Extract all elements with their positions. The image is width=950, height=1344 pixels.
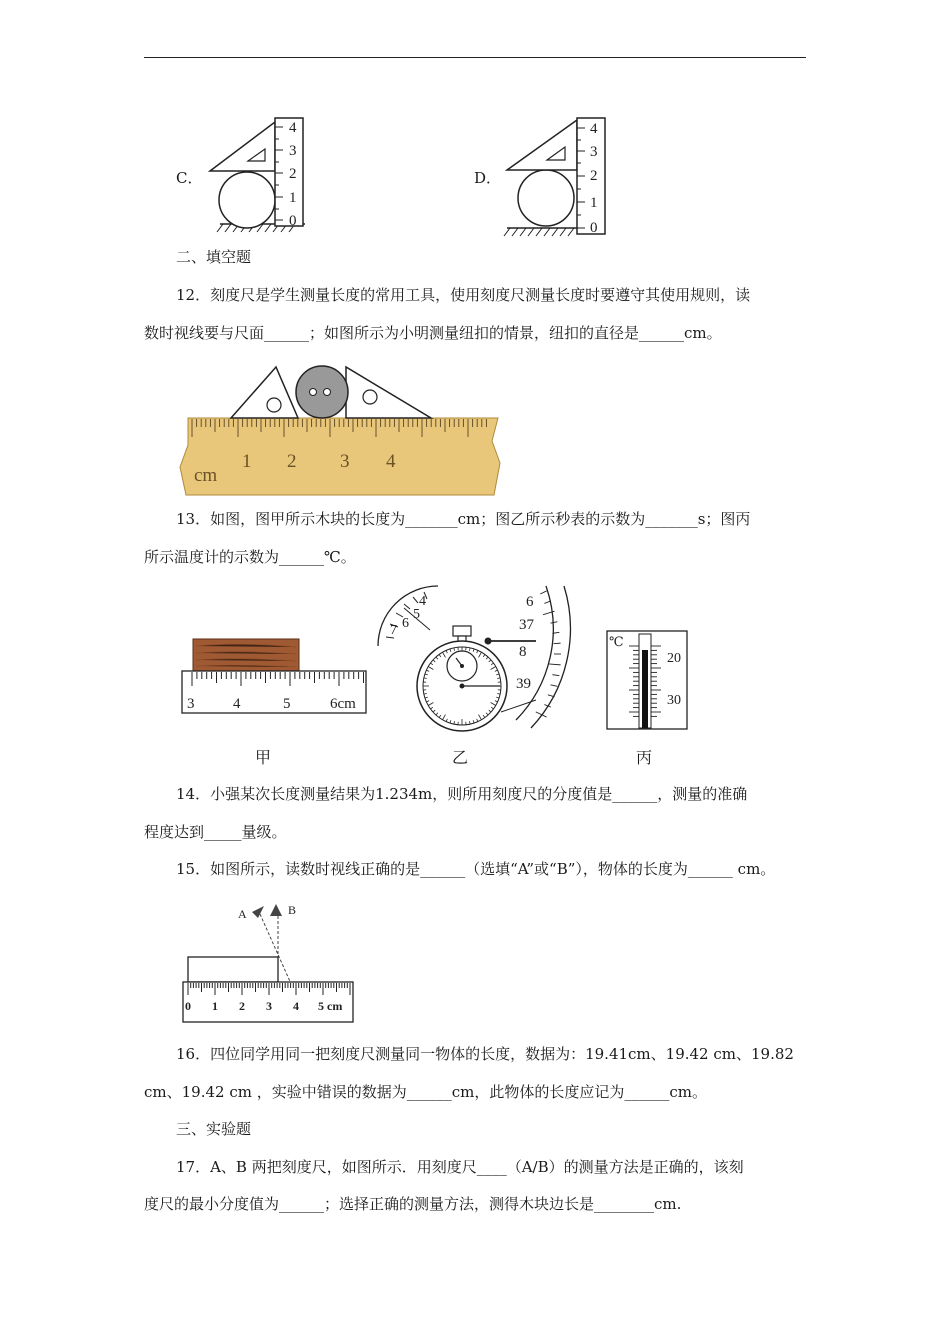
q13-fig-jia — [178, 630, 373, 720]
jia-label-4: 4 — [233, 696, 241, 712]
bing-label-30: 30 — [667, 693, 681, 708]
q13-line1: 13．如图，图甲所示木块的长度为_______cm；图乙所示秒表的示数为_______s；图丙 — [176, 510, 751, 528]
yi-outer-6: 6 — [402, 616, 409, 631]
q15-label-5cm: 5 cm — [318, 999, 343, 1013]
c-tick-0: 0 — [289, 213, 297, 229]
q15-label-2: 2 — [239, 999, 245, 1013]
jia-label-3: 3 — [187, 696, 195, 712]
yi-outer-5: 5 — [413, 607, 420, 622]
d-tick-2: 2 — [590, 168, 598, 184]
q15-label-4: 4 — [293, 999, 299, 1013]
d-tick-1: 1 — [590, 195, 598, 211]
option-c-figure — [205, 112, 315, 240]
bing-unit: ℃ — [609, 634, 624, 649]
yi-inner-6: 6 — [526, 594, 534, 610]
section-experiment: 三、实验题 — [176, 1120, 252, 1138]
q13-caption-jia: 甲 — [255, 748, 272, 767]
q17-line2: 度尺的最小分度值为______；选择正确的测量方法，测得木块边长是________cm. — [144, 1195, 682, 1213]
yi-inner-37: 37 — [519, 617, 534, 633]
option-d-label: D． — [474, 169, 502, 187]
q12-label-4: 4 — [386, 451, 396, 472]
jia-label-5: 5 — [283, 696, 291, 712]
q12-unit: cm — [194, 465, 218, 486]
q13-line2: 所示温度计的示数为______℃。 — [144, 548, 356, 566]
q17-line1: 17．A、B 两把刻度尺，如图所示．用刻度尺____（A/B）的测量方法是正确的，该刻 — [176, 1158, 744, 1176]
c-tick-4: 4 — [289, 120, 297, 136]
q13-fig-yi — [376, 582, 581, 732]
q12-button-ruler-figure — [176, 355, 506, 500]
q12-line1: 12．刻度尺是学生测量长度的常用工具，使用刻度尺测量长度时要遵守其使用规则，读 — [176, 286, 751, 304]
q15-eye-b-label: B — [288, 903, 297, 917]
yi-inner-39: 39 — [516, 676, 531, 692]
option-d-figure — [502, 112, 612, 240]
jia-label-6cm: 6cm — [330, 696, 356, 712]
option-c-label: C． — [176, 169, 203, 187]
q12-label-3: 3 — [340, 451, 350, 472]
c-tick-3: 3 — [289, 143, 297, 159]
d-tick-0: 0 — [590, 220, 598, 236]
c-tick-2: 2 — [289, 166, 297, 182]
q12-label-2: 2 — [287, 451, 297, 472]
q13-caption-yi: 乙 — [452, 748, 469, 767]
yi-outer-4: 4 — [419, 594, 426, 609]
q14-line2: 程度达到_____量级。 — [144, 823, 287, 841]
q12-label-1: 1 — [242, 451, 252, 472]
q15-line1: 15．如图所示，读数时视线正确的是______（选填“A”或“B”），物体的长度为______ cm。 — [176, 860, 776, 878]
header-rule — [144, 57, 806, 58]
section-fill-in: 二、填空题 — [176, 248, 252, 266]
yi-inner-8: 8 — [519, 644, 527, 660]
q16-line1: 16．四位同学用同一把刻度尺测量同一物体的长度，数据为：19.41cm、19.42 cm、19.82 — [176, 1045, 794, 1063]
q13-caption-bing: 丙 — [636, 748, 653, 767]
bing-label-20: 20 — [667, 651, 681, 666]
q15-label-0: 0 — [185, 999, 191, 1013]
q16-line2: cm、19.42 cm ，实验中错误的数据为______cm，此物体的长度应记为______cm。 — [144, 1083, 707, 1101]
q12-line2: 数时视线要与尺面______；如图所示为小明测量纽扣的情景，纽扣的直径是______cm。 — [144, 324, 722, 342]
q15-figure — [178, 896, 358, 1026]
c-tick-1: 1 — [289, 190, 297, 206]
q15-label-1: 1 — [212, 999, 218, 1013]
d-tick-3: 3 — [590, 144, 598, 160]
q15-label-3: 3 — [266, 999, 272, 1013]
d-tick-4: 4 — [590, 121, 598, 137]
q13-fig-bing — [606, 630, 691, 732]
q14-line1: 14．小强某次长度测量结果为1.234m，则所用刻度尺的分度值是______，测量的准确 — [176, 785, 748, 803]
q15-eye-a-label: A — [238, 907, 247, 921]
yi-outer-7: 7 — [390, 623, 397, 638]
